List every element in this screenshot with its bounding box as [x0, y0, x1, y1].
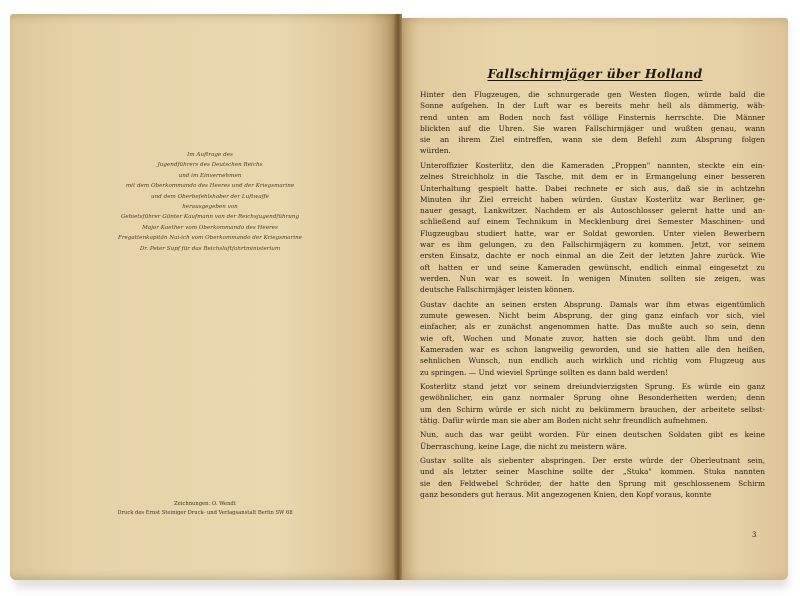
text-line: deutsche Fallschirmjäger leisten können.	[420, 285, 575, 295]
text-line: einfacher, als er zunächst angenommen hatte. Das mußte auch so sein, denn	[420, 322, 765, 332]
editor-credits	[60, 150, 360, 254]
text-line: blickten auf die Uhren. Sie waren Fallschirmjäger und wußten genau, wann	[420, 123, 765, 133]
text-line: zelnes Streichholz in die Tasche, mit dem er in Ermangelung einer besseren	[420, 172, 765, 182]
imprint-line: Zeichnungen: O. Wendt	[174, 501, 236, 507]
text-line: Nun, auch das war geübt worden. Für einen deutschen Soldaten gibt es keine	[420, 430, 765, 440]
printer-imprint	[70, 500, 340, 518]
credit-line: mit dem Oberkommando des Heeres und der Kriegsmarine	[125, 183, 295, 190]
text-line: werden. Nun war es soweit. In wenigen Minuten sollten sie zeigen, was	[420, 273, 765, 283]
chapter-body	[420, 89, 765, 504]
text-line: ersten Einsatz, dachte er noch einmal an die Zeit der letzten Jahre zurück. Wie	[420, 251, 765, 261]
text-line: und als letzter seiner Maschine sollte der „Stuka" kommen. Stuka nannten	[420, 467, 765, 477]
credit-line: herausgegeben von	[182, 204, 238, 211]
paragraph	[420, 381, 765, 426]
text-line: Minuten ihr Ziel erreicht haben würden. Gustav Kosterlitz war Berliner, ge-	[420, 194, 765, 204]
text-line: Hinter den Flugzeugen, die schnurgerade gen Westen flogen, würde bald die	[420, 90, 765, 99]
left-page	[10, 14, 398, 580]
text-line: ganz besonders gut heraus. Mit angezogenen Knien, den Kopf voraus, konnte	[420, 490, 712, 500]
text-line: Kameraden war es schon langweilig geworden, und sie hatten alle den heißen,	[420, 344, 765, 354]
text-line: nauer gesagt, Lankwitzer. Nachdem er als Autoschlosser gelernt hatte und an-	[420, 206, 765, 216]
paragraph	[420, 89, 765, 157]
text-line: sie an ihrem Ziel eintreffen, wann sie dem Befehl zum Absprung folgen	[420, 135, 765, 145]
text-line: rend unten am Boden noch fast völlige Finsternis herrschte. Die Männer	[420, 112, 765, 122]
text-line: wie oft, Wochen und Monate zuvor, hatten sie doch geübt. Ihm und den	[420, 333, 765, 343]
credit-line: Im Auftrage des	[187, 152, 233, 158]
text-line: sie den Feldwebel Schröder, der hatte den Sprung mit geschlossenem Schirm	[420, 478, 765, 488]
credit-line: Dr. Peter Supf für das Reichsluftfahrtministerium	[139, 245, 281, 252]
text-line: war es ihm gelungen, zu den Fallschirmjägern zu kommen. Jetzt, vor seinem	[420, 240, 765, 250]
chapter-title: Fallschirmjäger über Holland	[487, 66, 703, 81]
credit-line: und im Einvernehmen	[178, 172, 242, 179]
book-gutter	[394, 14, 402, 580]
credit-line: Fregattenkapitän Nai-ich vom Oberkommando der Kriegsmarine	[117, 235, 302, 242]
paragraph	[420, 160, 765, 296]
text-line: tätig. Dafür würde man sie aber am Boden nicht sehr freundlich aufnehmen.	[420, 415, 708, 425]
credit-line: und dem Oberbefehlshaber der Luftwaffe	[151, 193, 269, 200]
credit-line: Jugendführers des Deutschen Reichs	[157, 162, 263, 169]
text-line: Überraschung, keine Lage, die nicht zu meistern wäre.	[420, 441, 627, 451]
page-number: 3	[752, 531, 757, 539]
credit-line: Gebietsführer Günter Kaufmann von der Reichsjugendführung	[120, 214, 300, 221]
text-line: sehnlichen Wunsch, nun endlich auch wirklich und richtig vom Flugzeug aus	[420, 356, 765, 366]
text-line: gewöhnlicher, ein ganz normaler Sprung ohne Besonderheiten werden; denn	[420, 393, 765, 403]
text-line: Sonne aufgehen. In der Luft war es bereits mehr hell als dämmerig, wäh-	[420, 101, 765, 111]
text-line: oft hatten er und seine Kameraden gewünscht, endlich einmal eingesetzt zu	[420, 262, 765, 272]
text-line: zumute gewesen. Nicht beim Absprung, der ging ganz einfach vor sich, viel	[420, 311, 765, 321]
text-line: um den Schirm würde er sich nicht zu bekümmern brauchen, der arbeitete selbst-	[420, 404, 765, 414]
text-line: zu springen. — Und wieviel Sprünge sollten es dann bald werden!	[420, 367, 669, 377]
imprint-line: Druck des Ernst Steiniger Druck- und Verlagsanstalt Berlin SW 68	[117, 510, 293, 516]
text-line: würden.	[420, 146, 451, 156]
text-line: Gustav dachte an seinen ersten Absprung. Damals war ihm etwas eigentümlich	[420, 299, 765, 309]
text-line: Unterhaltung gespielt hatte. Dabei rechnete er sich aus, daß sie in achtzehn	[420, 183, 765, 193]
paragraph	[420, 455, 765, 500]
paragraph	[420, 429, 765, 452]
text-line: schließend auf einem Technikum in Mecklenburg drei Semester Maschinen- und	[420, 217, 765, 227]
text-line: Unteroffizier Kosterlitz, den die Kameraden „Proppen" nannten, steckte ein ein-	[420, 160, 765, 170]
text-line: Kosterlitz stand jetzt vor seinem dreiundvierzigsten Sprung. Es würde ein ganz	[420, 381, 765, 391]
credit-line: Major Kaether vom Oberkommando des Heeres	[142, 224, 278, 231]
text-line: Gustav sollte als siebenter abspringen. Der erste würde der Oberleutnant sein,	[420, 456, 765, 466]
paragraph	[420, 299, 765, 378]
text-line: Flugzeugbau studiert hatte, war er Soldat geworden. Unter vielen Bewerbern	[420, 228, 765, 238]
